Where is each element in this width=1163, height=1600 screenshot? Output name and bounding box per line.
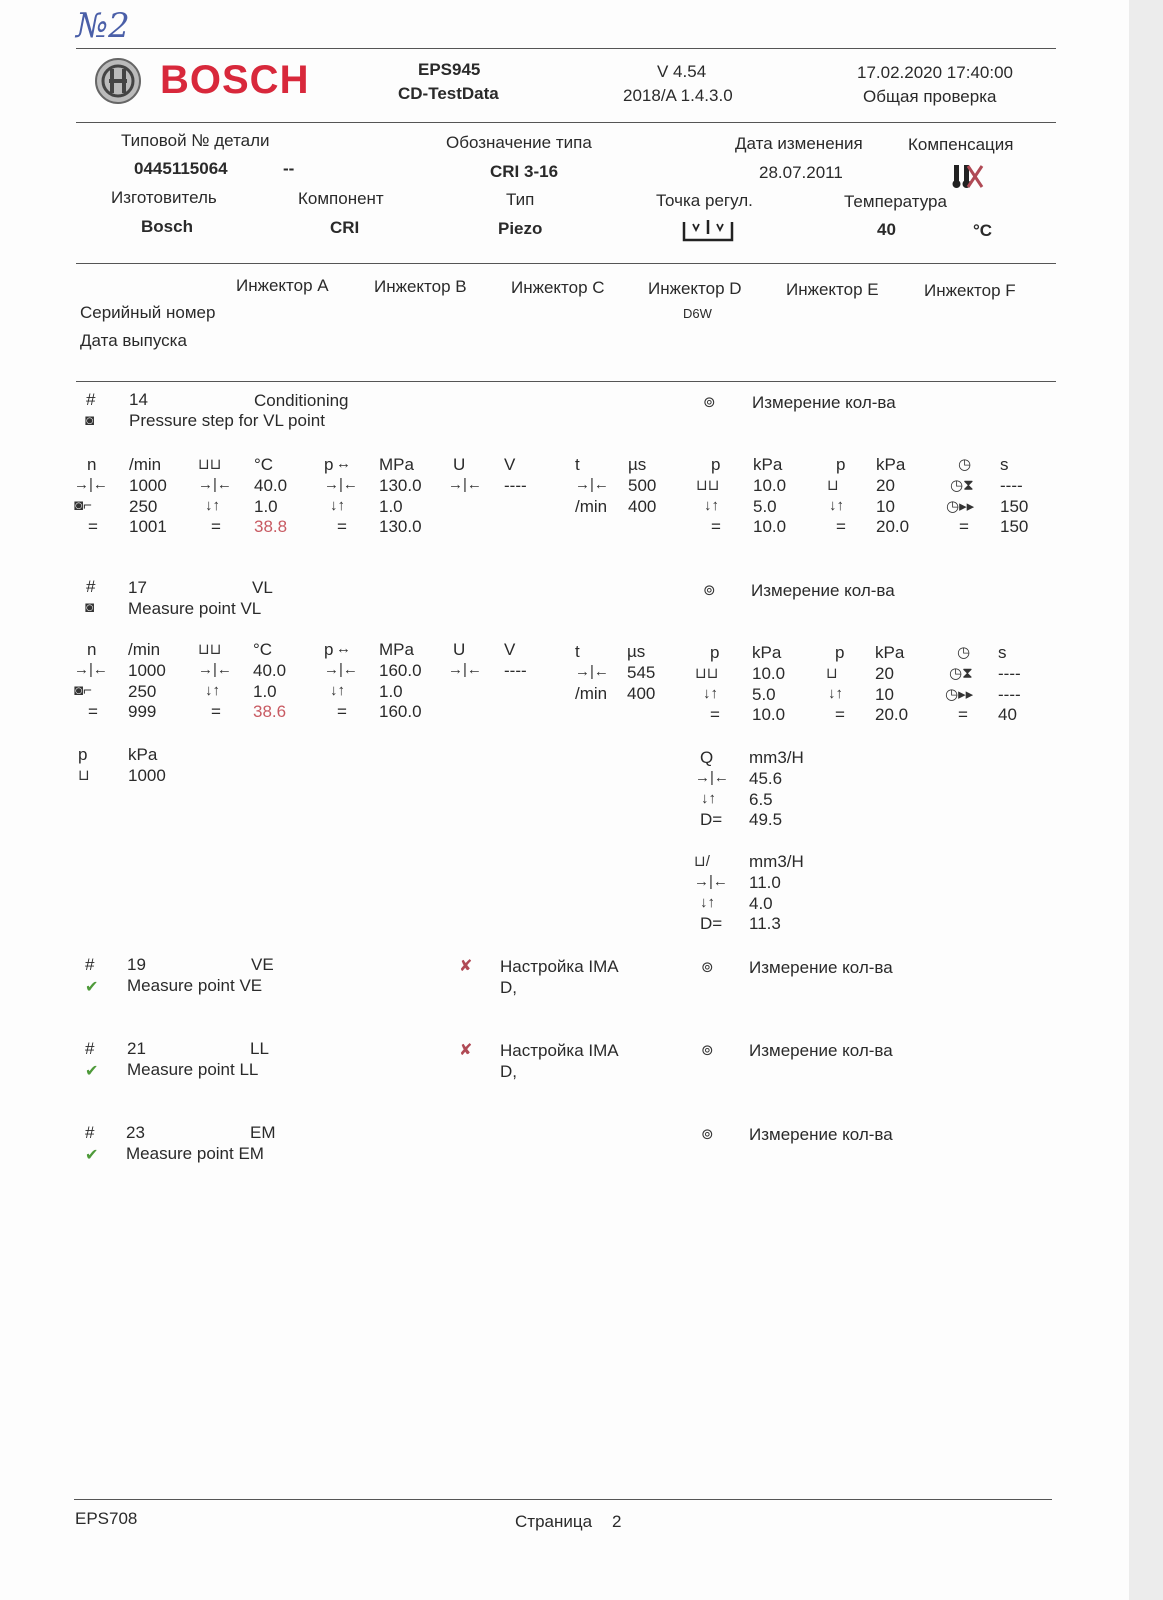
step-code: VL [252, 578, 273, 597]
scan-edge [1129, 0, 1163, 1600]
freq-value: 400 [628, 497, 657, 516]
step-code: Conditioning [254, 391, 349, 410]
footer-left: EPS708 [75, 1509, 138, 1528]
injector-a-header: Инжектор A [236, 276, 329, 295]
divider [76, 122, 1056, 123]
step-number: 14 [129, 390, 148, 409]
step-number: 19 [127, 955, 146, 974]
pump-icon: ◙ [85, 599, 95, 616]
tolerance-icon: ↓↑ [205, 682, 220, 699]
rail-tol: 1.0 [379, 497, 403, 516]
rail-unit: MPa [379, 640, 414, 659]
regpoint-icon: ⊔⊔ [696, 477, 720, 494]
time-label: t [575, 642, 580, 661]
tolerance-icon: ↓↑ [704, 497, 719, 514]
actual-sign: = [959, 517, 969, 536]
extra-pressure-label: p [78, 745, 88, 764]
time-label: t [575, 455, 580, 474]
n-tol: 250 [129, 497, 158, 516]
freq-label: /min [575, 497, 608, 516]
dur-v1: ---- [1000, 476, 1023, 495]
p2-unit: kPa [875, 643, 905, 662]
p1-unit: kPa [753, 455, 783, 474]
step-number: 23 [126, 1123, 145, 1142]
n-unit: /min [128, 640, 161, 659]
divider [74, 1499, 1052, 1500]
backflow-unit: mm3/H [749, 852, 804, 871]
step-action: Измерение кол-ва [749, 1041, 893, 1060]
volt-set: ---- [504, 476, 527, 495]
quantity-set: 45.6 [749, 769, 783, 788]
change-date-label: Дата изменения [735, 134, 863, 153]
setpoint-icon: →|← [74, 661, 108, 678]
version: V 4.54 [657, 62, 707, 81]
ima-injectors: D, [500, 1062, 517, 1081]
handwritten-note: №2 [76, 6, 130, 46]
rail-label: p [324, 640, 334, 659]
backflow-d: 11.3 [749, 914, 781, 933]
volt-set: ---- [504, 661, 527, 680]
freq-value: 400 [627, 684, 656, 703]
dur-v2: 150 [1000, 497, 1029, 516]
temp-act: 38.8 [254, 517, 288, 536]
n-label: n [87, 640, 97, 659]
dataset-name: CD-TestData [398, 84, 499, 103]
temp-unit: °C [973, 221, 993, 240]
actual-sign: = [337, 517, 347, 536]
temp-tol: 1.0 [253, 682, 277, 701]
type-label: Тип [506, 190, 535, 209]
component: CRI [330, 218, 360, 237]
volt-label: U [453, 640, 466, 659]
release-label: Дата выпуска [80, 331, 187, 350]
temp-unit: °C [253, 640, 273, 659]
volt-label: U [453, 455, 466, 474]
p2-set: 20 [875, 664, 894, 683]
time-set: 545 [627, 663, 656, 682]
hourglass-icon: ◷⧗ [949, 665, 973, 682]
tolerance-icon: ↓↑ [205, 497, 220, 514]
actual-sign: = [88, 517, 98, 536]
actual-sign: = [337, 702, 347, 721]
actual-sign: = [211, 702, 221, 721]
step-action: Измерение кол-ва [752, 393, 896, 412]
backflow-icon: ⊔/ [694, 853, 710, 870]
tolerance-icon: ↓↑ [703, 685, 718, 702]
dur-act: 40 [998, 705, 1017, 724]
freq-label: /min [575, 684, 608, 703]
step-number: 21 [127, 1039, 146, 1058]
tolerance-icon: ◙⌐ [74, 682, 92, 699]
datetime: 17.02.2020 17:40:00 [857, 63, 1013, 82]
step-action: Измерение кол-ва [749, 1125, 893, 1144]
maker: Bosch [141, 217, 193, 236]
rail-act: 160.0 [379, 702, 422, 721]
measure-icon: ⊚ [703, 394, 716, 411]
injector-c-header: Инжектор C [511, 278, 605, 297]
step-hash: # [86, 390, 96, 409]
step-desc: Measure point EM [126, 1144, 264, 1163]
bosch-logo-icon [94, 57, 142, 110]
part-no: 0445115064 [134, 159, 228, 178]
brand-name: BOSCH [160, 58, 310, 102]
build: 2018/A 1.4.3.0 [623, 86, 733, 105]
ima-label: Настройка IMA [500, 1041, 619, 1060]
backflow-set: 11.0 [749, 873, 781, 892]
injector-d-header: Инжектор D [648, 279, 742, 298]
type-desig-label: Обозначение типа [446, 133, 592, 152]
step-hash: # [85, 1039, 95, 1058]
maker-label: Изготовитель [111, 188, 217, 207]
n-unit: /min [129, 455, 162, 474]
volt-unit: V [504, 455, 516, 474]
check-icon: ✔ [85, 979, 99, 996]
p1-tol: 5.0 [753, 497, 777, 516]
injector-b-header: Инжектор B [374, 277, 467, 296]
actual-sign: = [88, 702, 98, 721]
setpoint-icon: →|← [694, 873, 728, 890]
extra-pressure-value: 1000 [128, 766, 166, 785]
n-set: 1000 [129, 476, 167, 495]
tolerance-icon: ↓↑ [700, 894, 715, 911]
n-label: n [87, 455, 97, 474]
tolerance-icon: ↓↑ [829, 497, 844, 514]
change-date: 28.07.2011 [759, 163, 843, 182]
setpoint-icon: →|← [198, 661, 232, 678]
tolerance-icon: ↓↑ [330, 682, 345, 699]
ima-injectors: D, [500, 978, 517, 997]
actual-sign: = [710, 705, 720, 724]
temp-tol: 1.0 [254, 497, 278, 516]
step-desc: Measure point VE [127, 976, 263, 995]
p2-unit: kPa [876, 455, 906, 474]
setpoint-icon: →|← [695, 769, 729, 786]
backflow-d-label: D= [700, 914, 723, 933]
step-code: LL [250, 1039, 269, 1058]
product-name: EPS945 [418, 60, 481, 79]
step-code: VE [251, 955, 274, 974]
measure-icon: ⊚ [701, 959, 714, 976]
regpoint-icon: ⊔⊔ [198, 641, 222, 658]
dur-v2: ---- [998, 685, 1021, 704]
setpoint-icon: →|← [324, 661, 358, 678]
cross-icon: ✘ [459, 1042, 473, 1059]
p1-act: 10.0 [753, 517, 787, 536]
p2-set: 20 [876, 476, 895, 495]
volt-unit: V [504, 640, 516, 659]
pump-icon: ◙ [85, 412, 95, 429]
n-act: 999 [128, 702, 157, 721]
step-action: Измерение кол-ва [749, 958, 893, 977]
rail-label: p [324, 455, 334, 474]
actual-sign: = [958, 705, 968, 724]
dur-unit: s [1000, 455, 1009, 474]
backflow-tol: 4.0 [749, 894, 773, 913]
rail-set: 130.0 [379, 476, 422, 495]
clock-icon: ◷▸▸ [945, 686, 974, 703]
temp-act: 38.6 [253, 702, 287, 721]
measure-icon: ⊚ [701, 1042, 714, 1059]
clock-icon: ◷▸▸ [946, 498, 975, 515]
component-label: Компонент [298, 189, 384, 208]
divider [76, 48, 1056, 49]
clock-icon: ◷ [957, 644, 971, 661]
divider [76, 263, 1056, 264]
serial-injector-d: D6W [683, 306, 712, 321]
page-label: Страница [515, 1512, 593, 1531]
step-action: Измерение кол-ва [751, 581, 895, 600]
quantity-label: Q [700, 748, 714, 767]
tolerance-icon: ◙⌐ [74, 497, 92, 514]
p2-tol: 10 [875, 685, 894, 704]
regpoint-icon: ⊔ [826, 665, 838, 682]
n-tol: 250 [128, 682, 157, 701]
p1-label: p [710, 643, 720, 662]
type: Piezo [498, 219, 543, 238]
serial-label: Серийный номер [80, 303, 216, 322]
extra-pressure-unit: kPa [128, 745, 158, 764]
p1-label: p [711, 455, 721, 474]
step-desc: Pressure step for VL point [129, 411, 325, 430]
temperature: 40 [877, 220, 896, 239]
p2-act: 20.0 [876, 517, 910, 536]
actual-sign: = [211, 517, 221, 536]
p1-act: 10.0 [752, 705, 786, 724]
quantity-tol: 6.5 [749, 790, 773, 809]
step-hash: # [85, 1123, 95, 1142]
setpoint-icon: →|← [575, 663, 609, 680]
regpoint-icon: ⊔⊔ [198, 456, 222, 473]
temp-unit: °C [254, 455, 274, 474]
dur-unit: s [998, 643, 1007, 662]
setpoint-icon: →|← [448, 476, 482, 493]
p1-set: 10.0 [753, 476, 787, 495]
rail-unit: MPa [379, 455, 414, 474]
setpoint-icon: →|← [198, 476, 232, 493]
time-unit: µs [628, 455, 647, 474]
dur-v1: ---- [998, 664, 1021, 683]
time-unit: µs [627, 642, 646, 661]
rail-act: 130.0 [379, 517, 422, 536]
time-set: 500 [628, 476, 657, 495]
quantity-d-label: D= [700, 810, 723, 829]
step-hash: # [86, 577, 96, 596]
clock-icon: ◷ [958, 456, 972, 473]
p1-unit: kPa [752, 643, 782, 662]
divider [76, 381, 1056, 382]
page-number: 2 [612, 1512, 622, 1531]
check-icon: ✔ [85, 1063, 99, 1080]
regpoint-label: Точка регул. [656, 191, 753, 210]
injector-e-header: Инжектор E [786, 280, 879, 299]
p1-tol: 5.0 [752, 685, 776, 704]
measure-icon: ⊚ [701, 1126, 714, 1143]
rail-tol: 1.0 [379, 682, 403, 701]
cross-icon: ✘ [459, 958, 473, 975]
actual-sign: = [711, 517, 721, 536]
thermometer-icon [950, 163, 986, 194]
tolerance-icon: ↓↑ [330, 497, 345, 514]
tolerance-icon: ↓↑ [828, 685, 843, 702]
injector-f-header: Инжектор F [924, 281, 1016, 300]
temp-set: 40.0 [253, 661, 287, 680]
step-desc: Measure point VL [128, 599, 262, 618]
step-number: 17 [128, 578, 147, 597]
temperature-label: Температура [844, 192, 947, 211]
p1-set: 10.0 [752, 664, 786, 683]
setpoint-icon: →|← [324, 476, 358, 493]
dur-act: 150 [1000, 517, 1029, 536]
rail-set: 160.0 [379, 661, 422, 680]
step-code: EM [250, 1123, 276, 1142]
measure-icon: ⊚ [703, 582, 716, 599]
part-no-label: Типовой № детали [121, 131, 270, 150]
quantity-d: 49.5 [749, 810, 783, 829]
check-type: Общая проверка [863, 87, 997, 106]
rail-arrow-icon: ↔ [336, 640, 351, 657]
actual-sign: = [835, 705, 845, 724]
regpoint-icon [682, 218, 734, 249]
actual-sign: = [836, 517, 846, 536]
setpoint-icon: →|← [575, 476, 609, 493]
compensation-label: Компенсация [908, 135, 1014, 154]
part-suffix: -- [283, 159, 295, 178]
setpoint-icon: →|← [448, 661, 482, 678]
p2-label: p [835, 643, 845, 662]
p2-label: p [836, 455, 846, 474]
setpoint-icon: →|← [74, 476, 108, 493]
regpoint-icon: ⊔ [78, 767, 90, 784]
p2-tol: 10 [876, 497, 895, 516]
temp-set: 40.0 [254, 476, 288, 495]
n-act: 1001 [129, 517, 167, 536]
ima-label: Настройка IMA [500, 957, 619, 976]
regpoint-icon: ⊔⊔ [695, 665, 719, 682]
regpoint-icon: ⊔ [827, 477, 839, 494]
n-set: 1000 [128, 661, 166, 680]
hourglass-icon: ◷⧗ [950, 477, 974, 494]
type-desig: CRI 3-16 [490, 162, 559, 181]
quantity-unit: mm3/H [749, 748, 804, 767]
rail-arrow-icon: ↔ [336, 455, 351, 472]
p2-act: 20.0 [875, 705, 909, 724]
tolerance-icon: ↓↑ [701, 790, 716, 807]
step-hash: # [85, 955, 95, 974]
step-desc: Measure point LL [127, 1060, 259, 1079]
check-icon: ✔ [85, 1147, 99, 1164]
